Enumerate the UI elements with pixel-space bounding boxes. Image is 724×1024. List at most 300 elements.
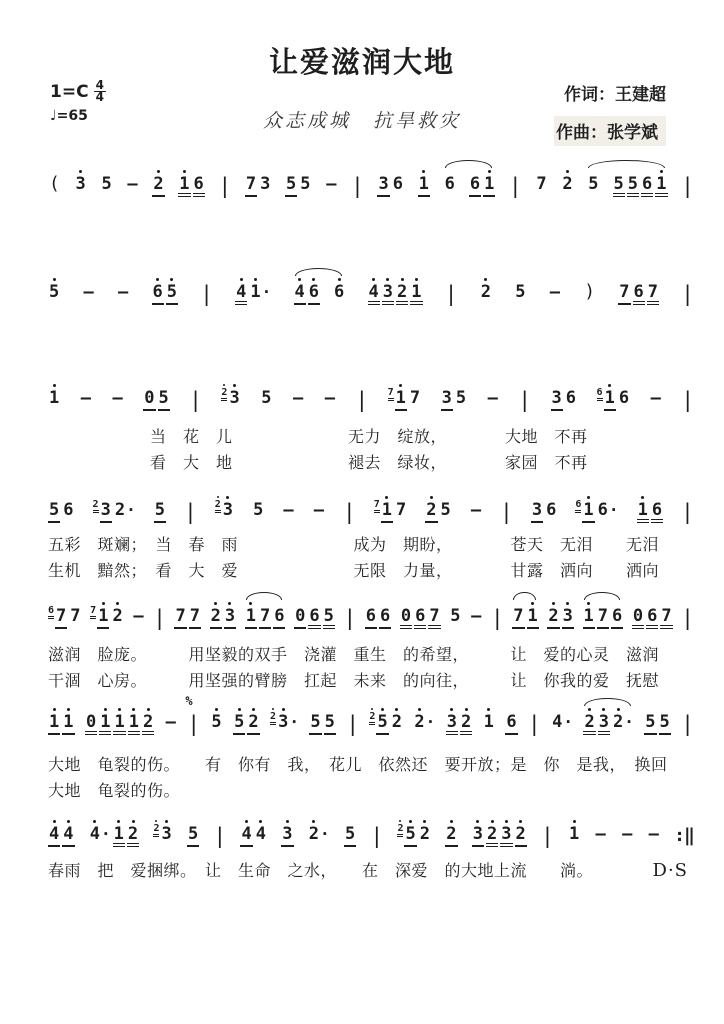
note: 2 3 [153,818,172,847]
note: 1 [113,818,125,847]
note: 5 [233,706,245,735]
note: 7 [660,607,672,629]
music-cell [472,818,527,847]
note: :‖ [674,825,694,846]
note: 5 [344,825,356,847]
note: | [681,500,694,524]
note: 4 [368,276,380,305]
note: 3 [382,276,394,305]
note: 7 [647,283,659,305]
octave-dot-icon [117,818,120,824]
music-cell [89,818,139,847]
music-cell [154,501,166,523]
music-cell [528,713,541,735]
music-cell [583,283,596,305]
music-cell [210,600,237,629]
music-cell [245,600,286,629]
note: 2 [561,168,573,197]
note: | [351,174,364,198]
note: | [184,500,197,524]
note: 7 [597,607,609,629]
music-cell [681,607,694,629]
note: 7 1 [388,382,407,411]
octave-dot-icon [423,818,426,824]
note: 5 [613,175,625,197]
note: | [153,606,166,630]
music-cell [152,276,179,305]
music-cell [90,600,124,629]
music-cell [531,501,558,523]
note: 5 [644,713,656,735]
lyrics-row: 大地 龟裂的伤。 有 你有 我， 花儿 依然还 要开放；是 你 是我， 换回 [48,755,668,774]
grace-note: 2 [215,495,221,513]
lyrics-row: 干涸 心房。 用坚强的臂膀 扛起 未来 的向往， 让 你我的爱 抚慰 [48,671,660,690]
song-subtitle: 众志成城 抗旱救灾 [262,110,462,132]
note: 5 [101,174,112,194]
octave-dot-icon [233,382,236,388]
music-cell [446,706,473,735]
note: 7 [409,388,421,408]
music-line [48,382,694,411]
note: 6 [611,607,623,629]
note: 1 [527,600,539,629]
song-title: 让爱滋润大地 [268,45,455,79]
note: | [509,174,522,198]
music-cell [681,713,694,735]
note: 6 · [597,500,619,520]
note: 6 [633,283,645,305]
octave-dot-icon [79,168,82,174]
octave-dot-icon [118,706,121,712]
music-cell [184,501,197,523]
music-cell [509,175,522,197]
music-cell [541,825,554,847]
note: 5 [627,175,639,197]
note: 3 [531,501,543,523]
octave-dot-icon [53,706,56,712]
grace-note: 2 [270,707,276,725]
grace-note: 6 [597,387,603,401]
note: 4 [235,276,247,305]
music-line [48,600,694,629]
note: – [648,824,659,844]
note: 3 [446,706,458,735]
note: 2 [391,706,403,735]
note: 7 [245,175,257,197]
music-cell [547,600,574,629]
ds-mark: D·S [652,860,688,881]
lyrics-row: 滋润 脸庞。 用坚毅的双手 浇灌 重生 的希望， 让 爱的心灵 滋润 [48,645,660,664]
note: – [326,174,337,194]
music-cell [153,607,166,629]
music-cell [80,389,92,411]
note: 3 [472,818,484,847]
note: | [528,712,541,736]
note: 0 [294,607,306,629]
music-cell [480,276,492,305]
note: 3 [75,168,87,197]
note: 2 [547,600,559,629]
note: – [471,606,482,626]
octave-dot-icon [566,168,569,174]
note: 5 [440,500,451,520]
music-cell [112,389,124,411]
music-cell [343,501,356,523]
music-cell [518,389,531,411]
music-cell [561,168,573,197]
music-cell [355,389,368,411]
tempo-value: =65 [56,108,88,124]
note: 6 1 [575,494,594,523]
lyrics-row: 五彩 斑斓； 当 春 雨 成为 期盼， 苍天 无泪 无泪 [48,535,660,554]
music-cell [500,501,513,523]
note: – [595,824,606,844]
note: – [127,174,138,194]
segno-icon: % [185,694,193,708]
music-cell [343,607,356,629]
note: 5 [285,175,297,197]
music-cell [165,713,177,735]
octave-dot-icon [254,276,257,282]
note: 1 [128,706,140,735]
note: 2 [460,706,472,735]
note: 2 [425,494,437,523]
note: 3 [562,600,574,629]
music-cell [595,825,607,847]
music-cell [132,607,144,629]
music-cell [48,382,60,411]
note: – [622,824,633,844]
note: 1 [637,494,649,523]
note: | [200,282,213,306]
octave-dot-icon [588,706,591,712]
note: 5 [588,174,599,194]
note: 1 [99,706,111,735]
note: 3 [224,600,236,629]
note: 2 [127,818,139,847]
note: 4 [255,818,267,847]
note: 7 [395,500,407,520]
music-cell [425,494,452,523]
octave-dot-icon [282,706,285,712]
octave-dot-icon [476,818,479,824]
note: 2 5 [369,706,388,735]
music-cell [233,706,260,735]
octave-dot-icon [401,276,404,282]
time-signature [94,80,106,103]
note: 1 [655,168,667,197]
note: | [370,824,384,848]
music-cell [551,389,578,411]
note: 0 [400,607,412,629]
grace-note: 2 [369,707,375,725]
note: | [681,712,694,736]
note: 6 [308,276,320,305]
octave-dot-icon [372,276,375,282]
music-cell [583,706,633,735]
lyrics-row: 生机 黯然； 看 大 爱 无限 力量， 甘露 洒向 洒向 [48,561,660,580]
quarter-note-icon: ♩ [50,108,57,124]
note: – [549,282,560,302]
note: – [112,388,123,408]
slur-arc-icon [246,592,283,600]
note: 4 [62,818,74,847]
music-cell [85,706,154,735]
grace-note: 6 [48,605,54,619]
music-cell [583,600,624,629]
music-cell [681,389,694,411]
music-cell [178,168,205,197]
music-cell [143,389,170,411]
music-cell [308,818,330,847]
music-cell [637,494,664,523]
note: 5 [187,825,199,847]
note: 2 3 · [270,706,299,735]
note: 4 [294,276,306,305]
note: 2 · [413,706,435,735]
octave-dot-icon [102,600,105,606]
note: | [187,712,200,736]
slur-arc-icon [584,698,630,706]
note: | [681,388,694,412]
music-cell [549,283,561,305]
note: 1 [418,168,430,197]
note: 7 [189,607,201,629]
note: ) [584,281,596,302]
note: 4 [240,818,252,847]
octave-dot-icon [505,818,508,824]
lyrics-row: 春雨 把 爱捆绑。 让 生命 之水， 在 深爱 的大地上流 淌。 [48,861,594,880]
music-cell [187,825,199,847]
note: 2 3 [93,501,112,523]
lyrics-row: 大地 龟裂的伤。 [48,781,181,800]
octave-dot-icon [249,600,252,606]
music-cell [597,382,631,411]
note: 4 · [552,712,574,732]
note: | [189,388,202,412]
octave-dot-icon [104,706,107,712]
octave-dot-icon [312,818,315,824]
note: 6 [505,713,517,735]
octave-dot-icon [587,600,590,606]
music-line [48,694,694,736]
note: 7 [536,174,547,194]
note: 5 [154,501,166,523]
music-cell [48,175,61,197]
music-cell [418,168,430,197]
music-cell [200,283,213,305]
note: 6 [392,174,403,194]
note: | [444,282,458,306]
note: – [283,500,294,520]
octave-dot-icon [573,818,576,824]
octave-dot-icon [484,276,487,282]
note: 6 [273,607,285,629]
octave-dot-icon [381,706,384,712]
music-cell [369,706,403,735]
octave-dot-icon [531,600,534,606]
note: 2 [486,818,498,847]
note: 5 [210,706,222,735]
note: 6 [651,501,663,523]
music-cell [221,382,240,411]
note: 6 1 [597,382,616,411]
music-cell [644,713,671,735]
music-cell [632,607,673,629]
note: 6 [414,607,426,629]
note: – [133,606,144,626]
music-cell [48,276,60,305]
note: 5 [48,276,60,305]
octave-dot-icon [491,818,494,824]
note: 5 [323,607,335,629]
lyricist-credit: 作词：王建超 [564,85,666,105]
music-cell [568,818,580,847]
note: – [487,388,498,408]
music-cell [48,607,82,629]
note: 1 [483,168,495,197]
slur-arc-icon [588,160,664,168]
music-cell [397,818,431,847]
note: – [324,388,335,408]
octave-dot-icon [395,706,398,712]
music-cell [400,607,441,629]
music-cell [377,175,404,197]
note: 2 [152,168,164,197]
octave-dot-icon [67,818,70,824]
note: – [292,388,304,408]
music-cell [152,168,164,197]
music-cell [371,825,384,847]
note: | [218,174,232,198]
music-cell [294,607,335,629]
music-cell [75,168,87,197]
note: 2 3 [221,382,240,411]
music-cell [618,283,659,305]
music-cell [351,175,364,197]
lyrics-row: 看 大 地 褪去 绿妆， 家园 不再 [150,453,588,472]
lyrics-row: 当 花 儿 无力 绽放， 大地 不再 [150,427,588,446]
music-cell [325,175,337,197]
note: | [355,388,369,412]
octave-dot-icon [132,818,135,824]
note: 7 [174,607,186,629]
time-signature-top: 4 [95,78,104,92]
music-line [48,276,694,305]
note: 1 [62,706,74,735]
music-cell [210,706,222,735]
octave-dot-icon [450,818,453,824]
note: | [500,500,513,524]
music-cell [681,501,694,523]
note: 3 [551,389,563,411]
note: 1 [48,706,60,735]
music-cell [365,607,392,629]
music-cell [281,818,293,847]
octave-dot-icon [430,494,433,500]
octave-dot-icon [259,818,262,824]
note: 6 [333,276,345,305]
grace-note: 2 [153,819,159,837]
octave-dot-icon [552,600,555,606]
music-cell [218,175,231,197]
octave-dot-icon [228,600,231,606]
key-label: 1=C [50,81,89,102]
music-cell [374,494,408,523]
note: 2 [419,818,431,847]
note: 1 [410,276,422,305]
music-cell [514,283,526,305]
octave-dot-icon [286,818,289,824]
music-cell [587,168,667,197]
note: | [681,174,694,198]
music-cell [240,818,267,847]
note: 1 [178,168,190,197]
note: 2 · [612,706,634,735]
music-cell [470,607,482,629]
note: 5 [309,713,321,735]
note: 3 [260,174,271,194]
music-line [48,168,694,197]
note: 2 [247,706,259,735]
note: 1 · [249,276,271,305]
octave-dot-icon [93,818,96,824]
note: 2 · [308,818,330,847]
note: 1 [113,706,125,735]
note: | [491,606,504,630]
note: 5 [450,606,461,626]
note: – [80,388,91,408]
music-cell [282,501,294,523]
music-cell [48,706,75,735]
grace-note: 2 [93,499,99,513]
grace-note: 7 [374,499,380,513]
octave-dot-icon [660,168,663,174]
music-cell [324,389,336,411]
music-cell [491,607,504,629]
music-cell [413,706,435,735]
note: 6 [646,607,658,629]
octave-dot-icon [418,706,421,712]
octave-dot-icon [415,276,418,282]
octave-dot-icon [238,706,241,712]
octave-dot-icon [53,276,56,282]
octave-dot-icon [338,276,341,282]
note: 7 [618,283,630,305]
music-cell [83,283,95,305]
music-cell [100,175,112,197]
music-cell [681,175,694,197]
music-cell [48,818,75,847]
note: 6 [63,500,74,520]
music-cell [441,389,468,411]
music-cell [285,175,312,197]
music-cell [294,276,346,305]
music-cell [512,600,539,629]
note: 6 [308,607,320,629]
octave-dot-icon [240,276,243,282]
grace-note: 7 [90,605,96,619]
note: 1 [245,600,257,629]
music-cell [483,706,495,735]
octave-dot-icon [519,818,522,824]
octave-dot-icon [245,818,248,824]
note: 5 [261,388,272,408]
note: 5 [455,388,467,408]
octave-dot-icon [641,494,644,500]
note: 7 [428,607,440,629]
note: 5 [48,501,60,523]
